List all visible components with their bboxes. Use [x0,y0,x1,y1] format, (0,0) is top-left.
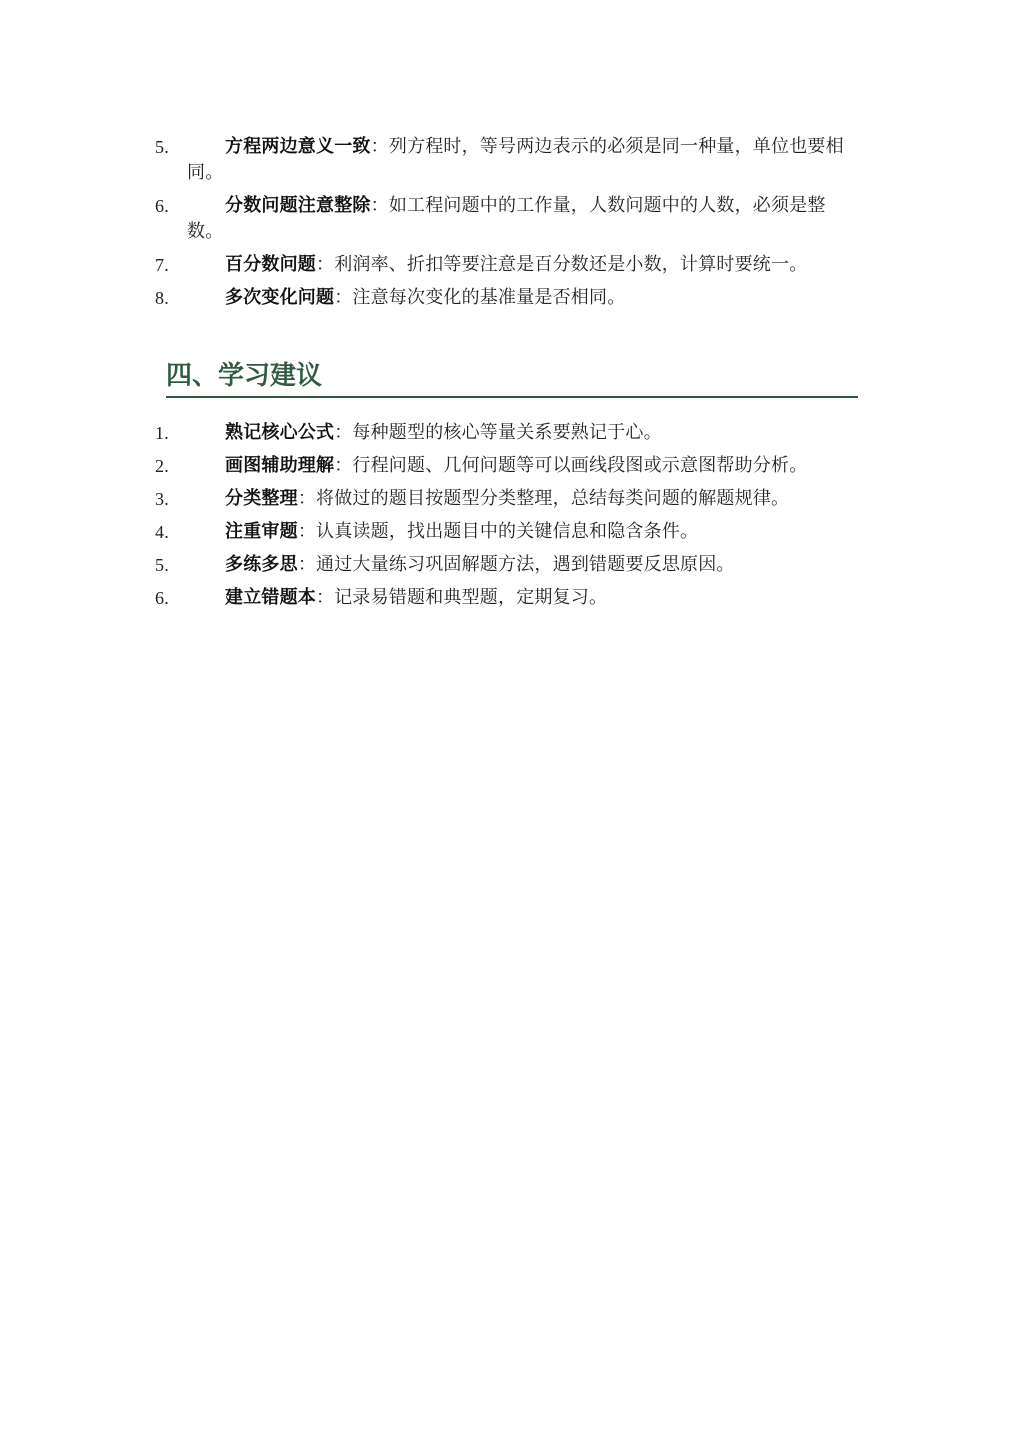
list-item-term: 建立错题本 [225,587,316,608]
list-item-body [187,585,847,611]
list-item-number: 3. [155,489,169,509]
list-item-number: 7. [155,255,169,275]
list-item-desc: 注意每次变化的基准量是否相同。 [352,287,626,308]
list-item [0,585,1022,611]
list-item-body [187,420,847,446]
list-item-colon: ： [297,488,317,509]
list-item-colon: ： [370,195,389,216]
list-item-desc: 列方程时，等号两边表示的必须是同一种量，单位也要相同。 [187,136,844,183]
list-item-colon: ： [370,136,389,157]
list-item-desc: 认真读题，找出题目中的关键信息和隐含条件。 [316,521,699,542]
list-item [0,252,1022,278]
list-item-number: 1. [155,423,169,443]
list-item [0,193,1022,245]
list-item [0,486,1022,512]
list-item-desc: 每种题型的核心等量关系要熟记于心。 [352,422,662,443]
list-item-term: 注重审题 [225,521,298,542]
list-item-term: 熟记核心公式 [225,422,335,443]
list-item-colon: ： [334,287,353,308]
list-item-colon: ： [316,587,335,608]
list-item-body [187,285,847,311]
list-item-desc: 行程问题、几何问题等可以画线段图或示意图帮助分析。 [352,455,808,476]
list-item-body [187,193,847,245]
list-item-body [187,552,847,578]
list-item-term: 分数问题注意整除 [225,195,371,216]
list-item-body [187,453,847,479]
list-item [0,552,1022,578]
list-item-desc: 如工程问题中的工作量，人数问题中的人数，必须是整数。 [187,195,826,242]
list-item-number: 6. [155,588,169,608]
list-item-body [187,252,847,278]
list-item-desc: 记录易错题和典型题，定期复习。 [334,587,608,608]
list-item-body [187,134,847,186]
advice-list [0,420,1022,618]
section-heading: 四、学习建议 [166,358,858,398]
list-item-desc: 通过大量练习巩固解题方法，遇到错题要反思原因。 [316,554,735,575]
list-item-colon: ： [316,254,335,275]
list-item-term: 方程两边意义一致 [225,136,371,157]
list-item-number: 2. [155,456,169,476]
list-item [0,134,1022,186]
list-item-colon: ： [334,455,353,476]
list-item-colon: ： [297,521,317,542]
list-item-number: 4. [155,522,169,542]
list-item-colon: ： [297,554,317,575]
list-item-colon: ： [334,422,353,443]
list-item-term: 百分数问题 [225,254,316,275]
list-item-desc: 利润率、折扣等要注意是百分数还是小数，计算时要统一。 [334,254,808,275]
list-item-term: 画图辅助理解 [225,455,335,476]
list-item-number: 6. [155,196,169,216]
list-item [0,519,1022,545]
checklist-continued [0,134,1022,318]
list-item-term: 分类整理 [225,488,298,509]
list-item [0,453,1022,479]
list-item-body [187,486,847,512]
list-item-body [187,519,847,545]
list-item-term: 多次变化问题 [225,287,335,308]
list-item-number: 5. [155,137,169,157]
list-item-number: 8. [155,288,169,308]
list-item [0,285,1022,311]
list-item [0,420,1022,446]
list-item-desc: 将做过的题目按题型分类整理，总结每类问题的解题规律。 [316,488,790,509]
list-item-number: 5. [155,555,169,575]
list-item-term: 多练多思 [225,554,298,575]
